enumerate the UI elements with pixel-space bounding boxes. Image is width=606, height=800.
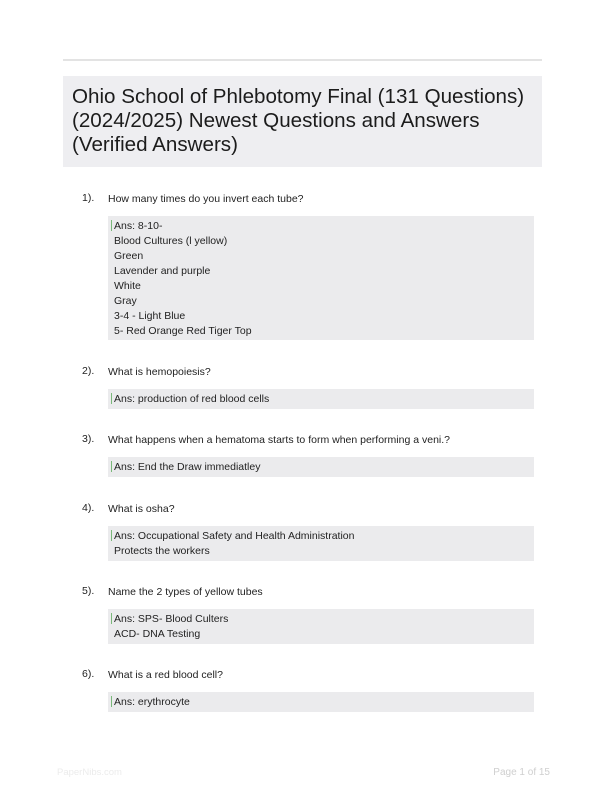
answer-line: Ans: production of red blood cells <box>114 393 270 405</box>
text-cursor-mark <box>111 393 112 404</box>
text-cursor-mark <box>111 696 112 707</box>
question-text: Name the 2 types of yellow tubes <box>108 586 263 598</box>
answer-line: Green <box>114 250 144 262</box>
page-title: Ohio School of Phlebotomy Final (131 Questions) (2024/2025) Newest Questions and Answers (Verified Answers) <box>72 85 525 156</box>
answer-line: Ans: End the Draw immediatley <box>114 461 261 473</box>
question-number: 6). <box>82 668 95 680</box>
top-divider <box>63 59 542 61</box>
question-number: 5). <box>82 585 95 597</box>
question-number: 2). <box>82 365 95 377</box>
answer-box <box>108 526 534 561</box>
answer-line: Blood Cultures (l yellow) <box>114 235 228 247</box>
question-number: 3). <box>82 433 95 445</box>
title-banner <box>63 76 542 167</box>
text-cursor-mark <box>111 530 112 541</box>
answer-line: Lavender and purple <box>114 265 211 277</box>
answer-line: ACD- DNA Testing <box>114 628 201 640</box>
answer-box <box>108 216 534 340</box>
question-text: What is hemopoiesis? <box>108 366 211 378</box>
page-number: Page 1 of 15 <box>493 767 550 778</box>
question-text: What is osha? <box>108 503 175 515</box>
text-cursor-mark <box>111 220 112 231</box>
answer-line: Ans: SPS- Blood Culters <box>114 613 229 625</box>
answer-line: Protects the workers <box>114 545 210 557</box>
answer-box <box>108 457 534 477</box>
answer-box <box>108 692 534 712</box>
question-text: What happens when a hematoma starts to form when performing a veni.? <box>108 434 451 446</box>
answer-box <box>108 609 534 644</box>
answer-line: White <box>114 280 141 292</box>
answer-line: Ans: 8-10- <box>114 220 163 232</box>
question-text: What is a red blood cell? <box>108 669 223 681</box>
question-text: How many times do you invert each tube? <box>108 193 304 205</box>
answer-line: Ans: erythrocyte <box>114 696 190 708</box>
answer-box <box>108 389 534 409</box>
answer-line: Ans: Occupational Safety and Health Administration <box>114 530 355 542</box>
text-cursor-mark <box>111 613 112 624</box>
text-cursor-mark <box>111 461 112 472</box>
question-number: 4). <box>82 502 95 514</box>
question-number: 1). <box>82 192 95 204</box>
answer-line: 3-4 - Light Blue <box>114 310 186 322</box>
answer-line: Gray <box>114 295 137 307</box>
answer-line: 5- Red Orange Red Tiger Top <box>114 325 252 337</box>
footer-watermark: PaperNibs.com <box>57 767 122 778</box>
